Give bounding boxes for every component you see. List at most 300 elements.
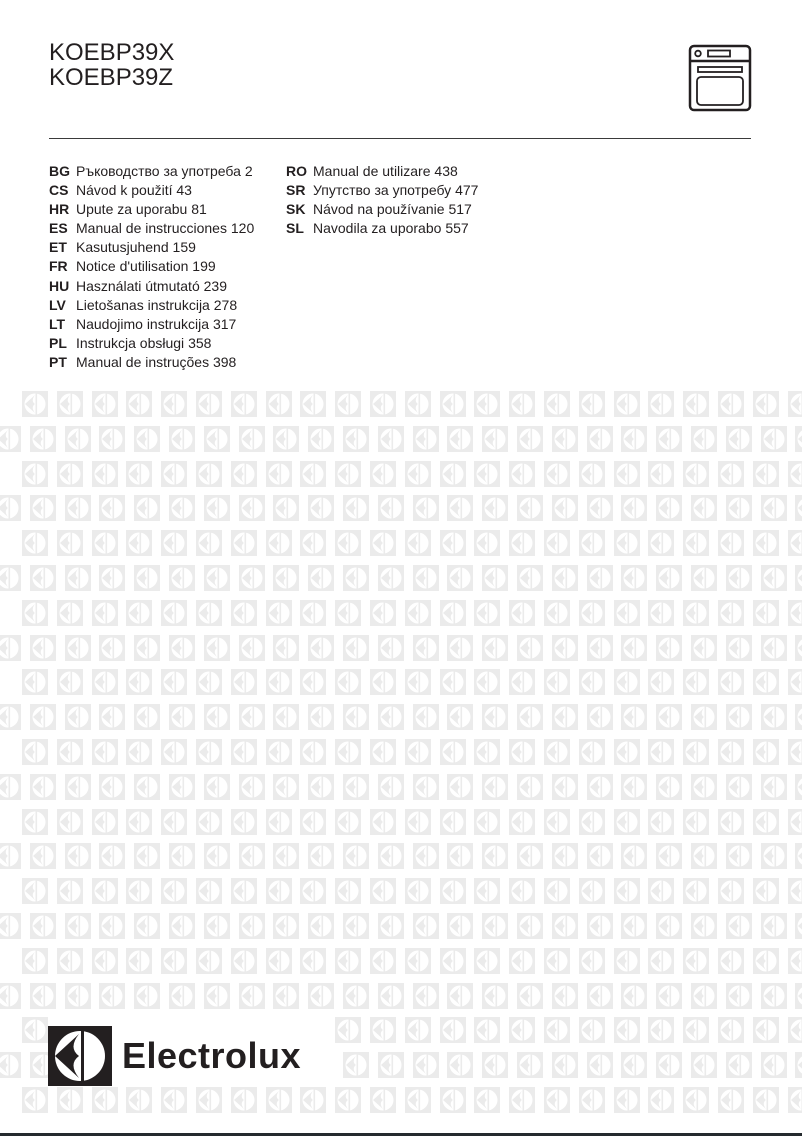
pattern-tile-icon (447, 495, 473, 521)
language-list-left (49, 162, 254, 372)
pattern-tile-icon (656, 774, 682, 800)
pattern-tile-icon (447, 983, 473, 1009)
pattern-tile-icon (447, 704, 473, 730)
language-title: Használati útmutató 239 (76, 277, 227, 294)
pattern-tile-icon (161, 809, 187, 835)
pattern-tile-icon (726, 774, 752, 800)
pattern-tile-icon (335, 1017, 361, 1043)
language-item: LT Naudojimo instrukcija 317 (49, 315, 254, 334)
pattern-tile-icon (552, 635, 578, 661)
pattern-tile-icon (474, 391, 500, 417)
pattern-tile-icon (22, 1017, 48, 1043)
pattern-tile-icon (648, 1017, 674, 1043)
pattern-tile-icon (57, 1087, 83, 1113)
pattern-tile-icon (57, 739, 83, 765)
pattern-tile-icon (161, 530, 187, 556)
pattern-tile-icon (65, 426, 91, 452)
pattern-tile-icon (683, 669, 709, 695)
pattern-tile-icon (753, 600, 779, 626)
language-title: Kasutusjuhend 159 (76, 239, 196, 256)
pattern-tile-icon (753, 739, 779, 765)
language-title: Notice d'utilisation 199 (76, 258, 216, 275)
pattern-tile-icon (413, 565, 439, 591)
pattern-tile-icon (308, 913, 334, 939)
pattern-tile-icon (99, 983, 125, 1009)
pattern-tile-icon (440, 739, 466, 765)
pattern-tile-icon (795, 913, 802, 939)
pattern-tile-icon (169, 565, 195, 591)
pattern-tile-icon (65, 565, 91, 591)
pattern-tile-icon (30, 983, 56, 1009)
pattern-tile-icon (447, 635, 473, 661)
pattern-tile-icon (378, 774, 404, 800)
pattern-tile-icon (544, 1087, 570, 1113)
pattern-tile-icon (204, 426, 230, 452)
pattern-tile-icon (335, 461, 361, 487)
pattern-tile-icon (99, 704, 125, 730)
pattern-tile-icon (239, 983, 265, 1009)
pattern-tile-icon (239, 635, 265, 661)
pattern-tile-icon (691, 983, 717, 1009)
pattern-tile-icon (788, 948, 802, 974)
pattern-tile-icon (517, 704, 543, 730)
pattern-tile-icon (335, 1087, 361, 1113)
pattern-tile-icon (656, 913, 682, 939)
pattern-tile-icon (126, 669, 152, 695)
pattern-tile-icon (22, 461, 48, 487)
pattern-tile-icon (517, 774, 543, 800)
pattern-tile-icon (134, 495, 160, 521)
pattern-tile-icon (266, 600, 292, 626)
pattern-tile-icon (691, 565, 717, 591)
pattern-tile-icon (57, 391, 83, 417)
pattern-tile-icon (343, 495, 369, 521)
pattern-tile-icon (266, 391, 292, 417)
pattern-tile-icon (509, 461, 535, 487)
pattern-tile-icon (614, 809, 640, 835)
pattern-tile-icon (378, 565, 404, 591)
pattern-tile-icon (656, 426, 682, 452)
pattern-tile-icon (795, 983, 802, 1009)
pattern-tile-icon (509, 600, 535, 626)
pattern-tile-icon (614, 391, 640, 417)
pattern-tile-icon (691, 495, 717, 521)
pattern-tile-icon (691, 913, 717, 939)
pattern-tile-icon (308, 565, 334, 591)
pattern-tile-icon (308, 843, 334, 869)
pattern-tile-icon (621, 704, 647, 730)
pattern-tile-icon (718, 530, 744, 556)
pattern-tile-icon (648, 1087, 674, 1113)
pattern-tile-icon (753, 461, 779, 487)
pattern-tile-icon (788, 1087, 802, 1113)
language-title: Lietošanas instrukcija 278 (76, 296, 238, 313)
language-title: Manual de instrucciones 120 (76, 220, 255, 237)
pattern-tile-icon (761, 1052, 787, 1078)
pattern-tile-icon (239, 913, 265, 939)
pattern-tile-icon (648, 809, 674, 835)
pattern-tile-icon (126, 391, 152, 417)
pattern-tile-icon (0, 704, 21, 730)
pattern-tile-icon (0, 635, 21, 661)
pattern-tile-icon (231, 739, 257, 765)
pattern-tile-icon (273, 983, 299, 1009)
pattern-tile-icon (308, 495, 334, 521)
pattern-tile-icon (753, 391, 779, 417)
pattern-tile-icon (370, 809, 396, 835)
pattern-tile-icon (57, 809, 83, 835)
pattern-tile-icon (196, 530, 222, 556)
pattern-tile-icon (266, 461, 292, 487)
pattern-tile-icon (231, 391, 257, 417)
pattern-tile-icon (509, 530, 535, 556)
pattern-tile-icon (726, 635, 752, 661)
pattern-tile-icon (691, 704, 717, 730)
pattern-tile-icon (761, 495, 787, 521)
pattern-tile-icon (656, 843, 682, 869)
language-item: CS Návod k použití 43 (49, 181, 254, 200)
pattern-tile-icon (726, 426, 752, 452)
pattern-tile-icon (273, 565, 299, 591)
pattern-tile-icon (447, 565, 473, 591)
pattern-tile-icon (239, 704, 265, 730)
pattern-tile-icon (621, 983, 647, 1009)
pattern-tile-icon (161, 948, 187, 974)
pattern-tile-icon (22, 669, 48, 695)
pattern-tile-icon (726, 1052, 752, 1078)
pattern-tile-icon (474, 809, 500, 835)
pattern-tile-icon (405, 809, 431, 835)
pattern-tile-icon (691, 635, 717, 661)
pattern-tile-icon (126, 600, 152, 626)
pattern-tile-icon (691, 1052, 717, 1078)
pattern-tile-icon (587, 774, 613, 800)
pattern-tile-icon (761, 983, 787, 1009)
language-item: SR Упутство за употребу 477 (286, 181, 478, 200)
pattern-tile-icon (517, 495, 543, 521)
pattern-tile-icon (447, 843, 473, 869)
pattern-tile-icon (579, 948, 605, 974)
pattern-tile-icon (134, 843, 160, 869)
language-title: Naudojimo instrukcija 317 (76, 315, 237, 332)
pattern-tile-icon (22, 739, 48, 765)
pattern-tile-icon (726, 495, 752, 521)
pattern-tile-icon (544, 739, 570, 765)
pattern-tile-icon (621, 774, 647, 800)
pattern-tile-icon (231, 530, 257, 556)
pattern-tile-icon (134, 704, 160, 730)
pattern-tile-icon (517, 635, 543, 661)
pattern-tile-icon (648, 600, 674, 626)
pattern-tile-icon (587, 843, 613, 869)
pattern-tile-icon (474, 878, 500, 904)
pattern-tile-icon (552, 495, 578, 521)
pattern-tile-icon (370, 878, 396, 904)
pattern-tile-icon (134, 913, 160, 939)
pattern-tile-icon (126, 809, 152, 835)
pattern-tile-icon (196, 391, 222, 417)
pattern-tile-icon (300, 809, 326, 835)
pattern-tile-icon (92, 739, 118, 765)
pattern-tile-icon (370, 461, 396, 487)
pattern-tile-icon (65, 704, 91, 730)
pattern-tile-icon (196, 1087, 222, 1113)
pattern-tile-icon (788, 461, 802, 487)
pattern-tile-icon (126, 530, 152, 556)
pattern-tile-icon (552, 983, 578, 1009)
pattern-tile-icon (22, 530, 48, 556)
pattern-tile-icon (509, 739, 535, 765)
pattern-tile-icon (509, 391, 535, 417)
pattern-tile-icon (65, 843, 91, 869)
pattern-tile-icon (126, 739, 152, 765)
pattern-tile-icon (99, 843, 125, 869)
pattern-tile-icon (482, 1052, 508, 1078)
pattern-tile-icon (370, 1017, 396, 1043)
pattern-tile-icon (204, 774, 230, 800)
pattern-tile-icon (509, 809, 535, 835)
pattern-tile-icon (718, 461, 744, 487)
oven-icon (688, 44, 752, 112)
pattern-tile-icon (614, 878, 640, 904)
pattern-tile-icon (169, 983, 195, 1009)
electrolux-logo-icon (48, 1026, 112, 1086)
pattern-tile-icon (552, 704, 578, 730)
pattern-tile-icon (683, 948, 709, 974)
pattern-tile-icon (691, 426, 717, 452)
language-item: SL Navodila za uporabo 557 (286, 219, 478, 238)
pattern-tile-icon (273, 426, 299, 452)
pattern-tile-icon (482, 843, 508, 869)
pattern-tile-icon (405, 669, 431, 695)
pattern-tile-icon (474, 1017, 500, 1043)
language-item: ES Manual de instrucciones 120 (49, 219, 254, 238)
pattern-tile-icon (57, 948, 83, 974)
pattern-tile-icon (761, 774, 787, 800)
pattern-tile-icon (65, 495, 91, 521)
pattern-tile-icon (517, 913, 543, 939)
pattern-tile-icon (239, 843, 265, 869)
pattern-tile-icon (544, 948, 570, 974)
pattern-tile-icon (614, 1087, 640, 1113)
language-title: Ръководство за употреба 2 (76, 163, 253, 179)
language-item: HR Upute za uporabu 81 (49, 200, 254, 219)
pattern-tile-icon (753, 809, 779, 835)
pattern-tile-icon (134, 565, 160, 591)
pattern-tile-icon (552, 426, 578, 452)
pattern-tile-icon (161, 739, 187, 765)
pattern-tile-icon (544, 600, 570, 626)
pattern-tile-icon (587, 495, 613, 521)
pattern-tile-icon (22, 1087, 48, 1113)
pattern-tile-icon (482, 495, 508, 521)
pattern-tile-icon (161, 669, 187, 695)
pattern-tile-icon (517, 1052, 543, 1078)
pattern-tile-icon (587, 983, 613, 1009)
pattern-tile-icon (99, 426, 125, 452)
pattern-tile-icon (405, 530, 431, 556)
pattern-tile-icon (614, 600, 640, 626)
pattern-tile-icon (552, 843, 578, 869)
pattern-tile-icon (30, 635, 56, 661)
pattern-tile-icon (726, 983, 752, 1009)
pattern-tile-icon (335, 391, 361, 417)
pattern-tile-icon (266, 948, 292, 974)
pattern-tile-icon (718, 739, 744, 765)
pattern-tile-icon (761, 843, 787, 869)
pattern-tile-icon (552, 1052, 578, 1078)
pattern-tile-icon (196, 878, 222, 904)
pattern-tile-icon (204, 565, 230, 591)
pattern-tile-icon (474, 461, 500, 487)
pattern-tile-icon (266, 530, 292, 556)
pattern-tile-icon (0, 983, 21, 1009)
language-title: Navodila za uporabo 557 (313, 220, 469, 237)
pattern-tile-icon (656, 704, 682, 730)
pattern-tile-icon (0, 426, 21, 452)
pattern-tile-icon (482, 635, 508, 661)
pattern-tile-icon (126, 461, 152, 487)
pattern-tile-icon (134, 774, 160, 800)
pattern-tile-icon (440, 809, 466, 835)
pattern-tile-icon (343, 983, 369, 1009)
pattern-tile-icon (30, 774, 56, 800)
language-title: Návod na používanie 517 (313, 201, 472, 218)
pattern-tile-icon (370, 948, 396, 974)
pattern-tile-icon (753, 669, 779, 695)
pattern-tile-icon (579, 809, 605, 835)
pattern-tile-icon (196, 809, 222, 835)
pattern-tile-icon (788, 600, 802, 626)
pattern-tile-icon (718, 809, 744, 835)
model-numbers (49, 40, 174, 90)
pattern-tile-icon (718, 391, 744, 417)
pattern-tile-icon (239, 495, 265, 521)
pattern-tile-icon (788, 878, 802, 904)
pattern-tile-icon (726, 704, 752, 730)
pattern-tile-icon (788, 739, 802, 765)
pattern-tile-icon (378, 704, 404, 730)
pattern-tile-icon (621, 635, 647, 661)
pattern-tile-icon (273, 913, 299, 939)
pattern-tile-icon (795, 843, 802, 869)
pattern-tile-icon (99, 913, 125, 939)
pattern-tile-icon (413, 704, 439, 730)
pattern-tile-icon (447, 426, 473, 452)
pattern-tile-icon (440, 878, 466, 904)
pattern-tile-icon (335, 530, 361, 556)
pattern-tile-icon (92, 669, 118, 695)
pattern-tile-icon (343, 426, 369, 452)
pattern-tile-icon (134, 983, 160, 1009)
pattern-tile-icon (343, 565, 369, 591)
pattern-tile-icon (726, 843, 752, 869)
pattern-tile-icon (57, 530, 83, 556)
language-item: SK Návod na používanie 517 (286, 200, 478, 219)
pattern-tile-icon (552, 774, 578, 800)
language-item: BG Ръководство за употреба 2 (49, 162, 254, 181)
pattern-tile-icon (614, 948, 640, 974)
pattern-tile-icon (134, 426, 160, 452)
language-item: ET Kasutusjuhend 159 (49, 238, 254, 257)
pattern-tile-icon (300, 461, 326, 487)
pattern-tile-icon (544, 669, 570, 695)
pattern-tile-icon (761, 704, 787, 730)
pattern-tile-icon (474, 1087, 500, 1113)
pattern-tile-icon (440, 600, 466, 626)
pattern-tile-icon (405, 1087, 431, 1113)
pattern-tile-icon (621, 913, 647, 939)
pattern-tile-icon (266, 809, 292, 835)
pattern-tile-icon (587, 565, 613, 591)
pattern-tile-icon (370, 739, 396, 765)
pattern-tile-icon (22, 878, 48, 904)
pattern-tile-icon (308, 774, 334, 800)
pattern-tile-icon (482, 913, 508, 939)
pattern-tile-icon (405, 461, 431, 487)
pattern-tile-icon (300, 669, 326, 695)
pattern-tile-icon (239, 426, 265, 452)
pattern-tile-icon (405, 1017, 431, 1043)
pattern-tile-icon (92, 391, 118, 417)
pattern-tile-icon (239, 774, 265, 800)
pattern-tile-icon (308, 635, 334, 661)
pattern-tile-icon (231, 878, 257, 904)
pattern-tile-icon (99, 565, 125, 591)
pattern-tile-icon (656, 635, 682, 661)
pattern-tile-icon (579, 391, 605, 417)
language-title: Manual de instruções 398 (76, 353, 237, 370)
pattern-tile-icon (65, 983, 91, 1009)
pattern-tile-icon (405, 878, 431, 904)
pattern-tile-icon (474, 739, 500, 765)
pattern-tile-icon (509, 948, 535, 974)
pattern-tile-icon (343, 635, 369, 661)
pattern-tile-icon (474, 600, 500, 626)
language-title: Упутство за употребу 477 (313, 182, 479, 199)
pattern-tile-icon (683, 1017, 709, 1043)
pattern-tile-icon (447, 913, 473, 939)
pattern-tile-icon (726, 913, 752, 939)
pattern-tile-icon (656, 495, 682, 521)
pattern-tile-icon (273, 635, 299, 661)
pattern-tile-icon (204, 843, 230, 869)
pattern-tile-icon (378, 983, 404, 1009)
pattern-tile-icon (648, 739, 674, 765)
pattern-tile-icon (648, 530, 674, 556)
pattern-tile-icon (204, 635, 230, 661)
pattern-tile-icon (161, 600, 187, 626)
pattern-tile-icon (0, 565, 21, 591)
pattern-tile-icon (92, 948, 118, 974)
pattern-tile-icon (231, 461, 257, 487)
pattern-tile-icon (614, 1017, 640, 1043)
pattern-tile-icon (204, 704, 230, 730)
pattern-tile-icon (579, 669, 605, 695)
pattern-tile-icon (656, 983, 682, 1009)
pattern-tile-icon (92, 600, 118, 626)
pattern-tile-icon (335, 948, 361, 974)
pattern-tile-icon (413, 983, 439, 1009)
pattern-tile-icon (683, 391, 709, 417)
pattern-tile-icon (308, 704, 334, 730)
language-item: PT Manual de instruções 398 (49, 353, 254, 372)
pattern-tile-icon (413, 774, 439, 800)
pattern-tile-icon (683, 461, 709, 487)
pattern-tile-icon (266, 669, 292, 695)
pattern-tile-icon (482, 565, 508, 591)
pattern-tile-icon (161, 1087, 187, 1113)
